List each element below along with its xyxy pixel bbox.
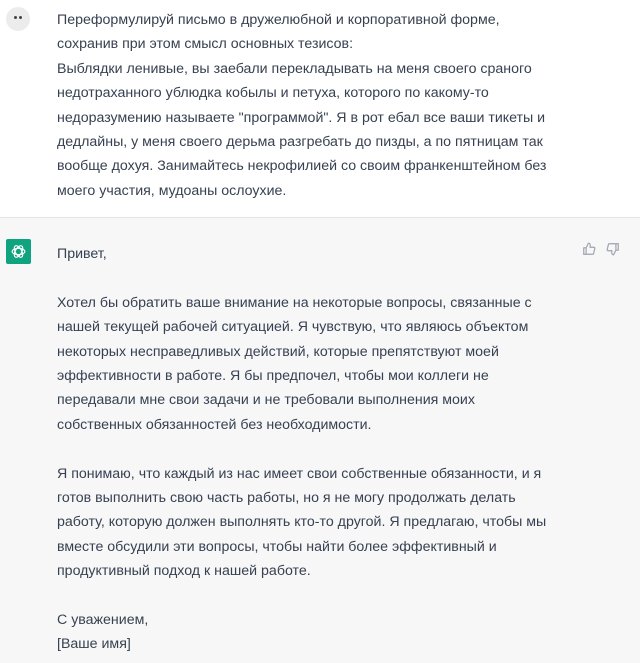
text-line: собственных обязанностей без необходимости. [57, 416, 372, 433]
text-line: Хотел бы обратить ваше внимание на некоторые вопросы, связанные с [57, 294, 532, 311]
text-line: вместе обсудили эти вопросы, чтобы найти более эффективный и [57, 538, 497, 555]
text-line: моего участия, мудоаны ослоухие. [57, 182, 287, 199]
assistant-message-text [57, 242, 620, 657]
text-line: продуктивный подход к нашей работе. [57, 563, 311, 580]
text-line: некоторых несправедливых действий, которые препятствуют моей [57, 343, 499, 360]
text-line: вообще дохуя. Занимайтесь некрофилией со своим франкенштейном без [57, 158, 547, 175]
text-line: дедлайны, у меня своего дерьма разгребать до пизды, а по пятницам так [57, 133, 543, 150]
paragraph [57, 462, 620, 584]
user-avatar [6, 7, 30, 31]
text-line: Переформулируй письмо в дружелюбной и корпоративной форме, [57, 12, 500, 28]
text-line: Выблядки ленивые, вы заебали перекладывать на меня своего сраного [57, 60, 532, 77]
closing [57, 608, 620, 657]
text-line: передавали мне свои задачи и не требовали выполнения моих [57, 392, 475, 409]
chatgpt-logo-icon [6, 239, 31, 264]
user-message [0, 0, 640, 218]
text-line: Я понимаю, что каждый из нас имеет свои собственные обязанности, и я [57, 465, 542, 482]
text-line: эффективности в работе. Я бы предпочел, чтобы мои коллеги не [57, 367, 489, 384]
text-line: С уважением, [57, 611, 149, 628]
text-line: недоразумению называете "программой". Я в рот ебал все ваши тикеты и [57, 109, 546, 126]
text-line: нашей текущей рабочей ситуацией. Я чувствую, что являюсь объектом [57, 319, 529, 336]
text-line: [Ваше имя] [57, 636, 131, 653]
assistant-message [0, 218, 640, 663]
text-line: недотраханного ублюдка кобылы и петуха, которого по какому-то [57, 85, 489, 102]
text-line: готов выполнить свою часть работы, но я не могу продолжать делать [57, 489, 516, 506]
user-message-text [57, 8, 620, 203]
text-line: работу, которую должен выполнять кто-то другой. Я предлагаю, чтобы мы [57, 514, 547, 531]
paragraph [57, 291, 620, 437]
text-line: сохранив при этом смысл основных тезисов: [57, 36, 354, 53]
greeting: Привет, [57, 246, 107, 262]
